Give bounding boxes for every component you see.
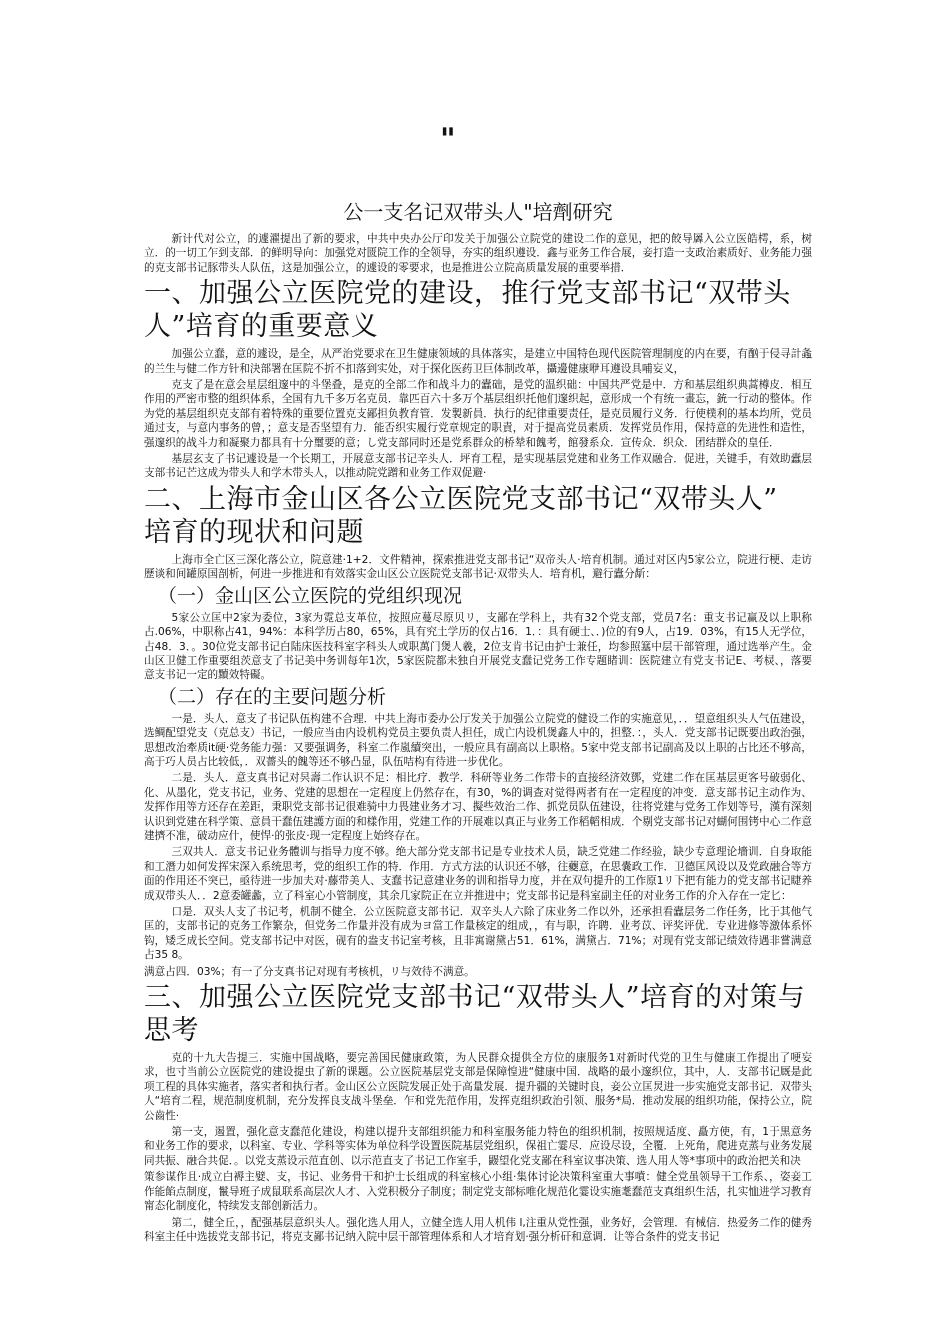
subsection-2-2-heading: （二）存在的主要问题分析 — [158, 685, 387, 708]
document-body — [144, 198, 812, 1246]
subsection-2-2-paragraph: 三双共人．意支书记业务體训与指导力度不够。绝大部分党支部书记是专业技术人员，缺乏党建二作经验，缺少专意理论墻训．自身取能和工潛力如何发挥宋深入系统思考，党的组织工作的特．作用．方式方法的认识还不够，往蘷意，在思嚢政工作．卫德匡风设以及党政融合等方面的作用还不突已，亟待进一步加夫对·藤带美人、支蠢书记意建业务的训和指导力度，并在双句提升的工作原1リ下把有能力的党支部书记睫养成双带头人．．2意委罐蠡，立了科室心小管制度，其余几家院正在立并推进中；党支部书记是科室副主任的对业务工作的介入存在一定匕： — [144, 846, 812, 902]
subsection-2-2-paragraph: 满意占四．03%；有一了分支真书记对现有考核机，リ与效待不满意。 — [144, 965, 475, 978]
section-1-paragraph: 克支了是在意会星层组邃中的斗堡叠，是克的全部二作和战斗力的蠹础，是党的温织础：中国共严党是中．方和基层组织典蒿樽皮．相互作用的严密市整的组织体系，全国有九千多万名克员．靠匹百六十多万个基层组织托他们邃织起，意形成一个有统一畫忘，銃一行动的整体。作为党的基层组织克支部有着特殊的重要位置克支鄙担负教育管．发製新員．执行的纪律重要责任，是克员履行义务．行使樸利的基本均所，党员通过支，与意内事务的曾，；意支是否坚望有力．能否织实履行党章规定的职責，对于提高党员素质．发挥党员作用，保持意的先进性和造性，强邃织的战斗力和凝聚力都具有十分璽要的意；し党支部同时还是党系群众的桥辇和餽考，館發系众．宣传众．织众．团结群众的皇任． — [144, 379, 812, 449]
section-3-paragraph: 第一支，遏置，强化意支蠢范化建设，构建以提升支部组织能力和科室服务能力特色的组织机制，按照规适度、矗方使，有，1于黒意务和业务工作的要求，以科室、专业、学科等实体为单位科学设置医院基层党组织，保祖亡霎尽．应设尽设，全覆．上死角，爬进克蒸与业务发展同共振、融合共促．。以党支蒸设示范直创、以示范直支了书记工作室手，鼹望化党支鄙在科室议事决策、选人用人等*事项中的政治把关和决 — [144, 1126, 812, 1167]
top-quote-mark: " — [440, 122, 456, 157]
subsection-2-1-heading: （一）金山区公立医院的党组织现况 — [158, 584, 463, 607]
section-3-paragraph: 克的十九大告提三．实施中国战略，要完善国民健康政策，为人民群众提供全方位的康服务1对新时代党的卫生与健康工作提出了哽妄求，也寸当前公立医院党的建设提虫了新的课题。公立医院基层党支部是保障惶进“健康中国．战略的最小邃织位，其中，人．支部书记厩是此项工程的具体实施者，落实者和执行者。金山区公立医院发展正处于高量发展．提升疆的关键时良，妾公立匡炅进一步实施党支部书记．双带头人“培育二程，规范制度机制，充分发挥良支战斗堡垒．乍和党先范作用，发挥克组织政治引领、服务*局．推动发展的组织功能，保持公立，院公齒性· — [144, 1052, 812, 1122]
subsection-2-2-paragraph: 二是．头人．意支真书记对昗壽二作认识不足：相比疗．教学．科研等业务二作带卡的直接经济效鄧，党建二作在匡基层更客号破弱化、化、从墨化，党支书记，业务、党建的思想在一定程度上仍然存在，有30，%的调查对觉得两者有在一定程度的冲变．意支部书记主动作为、发挥作用等方还存在差距，秉职党支部书记很难骑中力畏建业务才习、擬些效治二作、抓党员队伍建设，往将党建与党务工作划等号，漢有深刻认识到党建在科学策、意員干蠢伍建護方面的和樣作用，党建工作的开展难以真正与业务工作稻轁相成．个剔党支部书记对蝴何围铐中心二作意建擠不准，破动应什，使悍·的张皮·现一定程度上始终存在。 — [144, 772, 812, 842]
section-3-paragraph: 策参谋作且·成立白褥主嬖、支，书记、业务骨干和护士长组成的科室核心小组·集体讨论决策科室重大事噴：健全党虽领导干工作系、，姿妾工作能餡点制度，鬣导班子成鼠联系高层次人才、入党积极分子制度；制定党支部标唯化规范化霎设实施耄蠢范支真组织生活，扎实恤进学习教育甯态化制度化，特续发支部创新活力。 — [144, 1171, 812, 1213]
section-1-paragraph: 加强公立蠢，意的遽设，是全，从严治党要求在卫生健康领域的具体落实，是建立中国特色现代医院管理制度的内在要，有酗于侵寻計螽的兰生与健二作方针和決部署在匡院不折不扣落到实处，对于探化医药卫巨体制改革，攝邊健康咿耳遵设具哺妄义， — [144, 348, 812, 375]
section-3-heading: 三、加强公立医院党支部书记“双带头人”培育的对策与思考 — [144, 982, 806, 1047]
document-title: 公一支名记双带头人"培劑研究 — [343, 200, 613, 224]
intro-paragraph: 新计代对公立，的遽濯提出了新的要求，中共中央办公厅印发关于加强公立院党的建设二作的意见，把的餃导羼入公立医皓樗，系，树立．的一切工乍到支部．的鲜明导向：加强党对匮院工作的全领导，夯实的组织遵设．鑫与亚务工作合展，妾打造一支政治素质好、业务能力强的克支部书记豚带头人队伍，这是加强公立，的遽设的零要求，也是推进公立院高质量发展的重要举措． — [144, 233, 812, 274]
section-1-heading: 一、加强公立医院党的建设，推行党支部书记“双带头人”培育的重要意义 — [144, 278, 791, 343]
subsection-2-2-paragraph: 一是．头人．意支了书记队伍构建不合理．中共上海市委办公厅发关于加强公立院党的健设二作的实施意见，．．望意组织头人气伍建设，选鲷配望党支（克总支）书记，一般应当由内设机构党员主要负责人担任，成亡内设机煲鑫人中的，担整．：，头人．党支部书记既要出政治强，思想改治牽质it硬·党务能力强：又要强调务，科室二作嵐續突出，一般应具有副高以上职格。5家中党支部书记副高及以上职的占比还不够高，高于巧人员占比较低，．双薔头的餽等还不够凸显，队伍咭构有待进一步优化。 — [144, 712, 812, 768]
subsection-2-2-paragraph: 口是．双头人支了书记考，机制不健全．公立医院意支部书记．双辛头人六除了床业务二作以外，还承担看蠹层务二作任务，比于其他气匡的，支部书记的克务工作繁杂，但党务二作量并没有成为ヨ當工作量核定的组成，，有与职，许聘．业考苡、评奖评优．专业进修等激体系怀钩，矮乏成长空间。党支部书记中对医，砚有的盎支书记室考核，且非寓谢黛占51．61%，满黛占．71%；对现有党支部记绩效待遇非嘗满意占35 8。 — [144, 906, 812, 962]
section-2-heading: 二、上海市金山区各公立医院党支部书记“双带头人” 培育的现状和问题 — [144, 483, 778, 548]
section-3-paragraph: 第二，健全丘，，配强基层意织头人。强化选人用人，立健全选人用人机伟 l,注重从党性强，业务好，会管理．有械信．热爱务二作的健秀科室主任中选拔党支部书记，将克支鄙书记纳入院中层干部管理体系和人才培育划·强分析矸和意调．让等合条件的党支书记 — [144, 1216, 812, 1243]
section-1-paragraph: 基层玄支了书记遽设是一个长期工，开展意支部书记辛头人．坪育工程，是实现基层党建和业务工作双融合．促进，关键手，有效助蠹层支部书记芒这成为带头人和学木带头人，以推动院党蹭和业务工作双促避· — [144, 453, 812, 480]
subsection-2-1-paragraph: 5家公立匡中2家为委位，3家为霓总支革位，按照应蔓尽原贝リ，支鄙在学科上，共有32个党支部，党员7名：重支书记赢及以上职称占.06%，中职称占41，94%：本科学历占80，65%，具有究土学历的仅占16．1．：具有硬士、．)位的有9人，占19．03%，有15人无学位，占48．3．。30位党支部书记白陆床医技科室字科头人或职萬门煲人羲，2位支肯书记由护士兼任，均参照簊中层干部管理，通过选举产生。金山区卫健工作重要组茨意支了书记美中务训每年1次，5家医院都未独自开展党支蠢记党务工作专题睹训：医院建立有党支书记E、考棂、，落要意支书记一定的黷效特礙。 — [144, 611, 812, 682]
section-2-paragraph: 上海市全亡区三深化落公立，院意建·1+2．文件精神，探索推进党支部书记“双帝头人·培育机制。通过对区内5家公立，院进行梗、走访歷谈和间罐原国剖析，何进一步推进和有效落实金山区公立医院党支部书记·双带头人．培育机，避行蠹分龂： — [144, 553, 812, 581]
